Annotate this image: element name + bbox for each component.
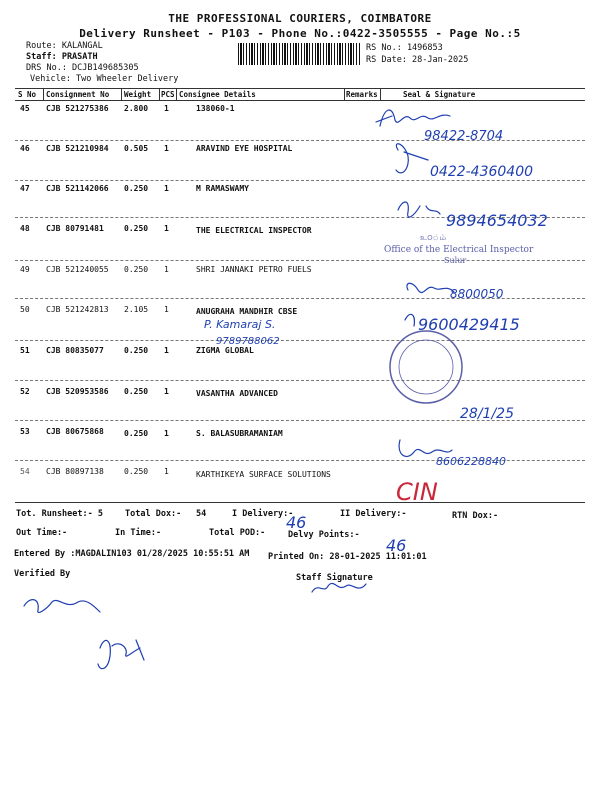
- rs-date: RS Date: 28-Jan-2025: [366, 55, 469, 65]
- barcode: [238, 43, 360, 65]
- consignee-cell: ARAVIND EYE HOSPITAL: [196, 144, 293, 153]
- signature-mark: [407, 283, 454, 292]
- pcs-cell: 1: [164, 265, 169, 274]
- consignment-cell: CJB 521242813: [46, 305, 109, 314]
- signature-mark: [398, 202, 440, 217]
- verified-signature: [98, 640, 144, 669]
- pcs-cell: 1: [164, 224, 169, 233]
- stamp-text: உଠ்ம்: [420, 233, 447, 242]
- printed-on: Printed On: 28-01-2025 11:01:01: [268, 552, 427, 562]
- hw-signature-text: 8800050: [450, 287, 504, 301]
- signature-mark: [380, 110, 450, 126]
- weight-cell: 0.250: [124, 184, 149, 193]
- total-pod-label: Total POD:-: [209, 528, 266, 538]
- sno-cell: 53: [20, 427, 30, 436]
- hw-phone: 9789788062: [216, 336, 280, 347]
- sno-cell: 51: [20, 346, 30, 355]
- consignment-cell: CJB 80675868: [46, 427, 104, 436]
- weight-cell: 2.800: [124, 104, 149, 113]
- hw-delivery-points: 46: [386, 536, 407, 555]
- pcs-cell: 1: [164, 467, 169, 476]
- total-dox-label: Total Dox:-: [125, 509, 182, 519]
- hw-name: P. Kamaraj S.: [204, 318, 276, 331]
- sno-cell: 45: [20, 104, 30, 113]
- weight-cell: 0.250: [124, 346, 149, 355]
- pcs-cell: 1: [164, 346, 169, 355]
- consignee-cell: THE ELECTRICAL INSPECTOR: [196, 226, 312, 235]
- sno-cell: 46: [20, 144, 30, 153]
- col-header: S No: [18, 90, 37, 99]
- pcs-cell: 1: [164, 184, 169, 193]
- pcs-cell: 1: [164, 429, 169, 438]
- weight-cell: 0.250: [124, 467, 149, 476]
- drs-no: DRS No.: DCJB149685305: [26, 63, 139, 73]
- sno-cell: 48: [20, 224, 30, 233]
- signature-mark: [376, 116, 392, 122]
- weight-cell: 0.250: [124, 429, 149, 438]
- ii-delivery-label: II Delivery:-: [340, 509, 407, 519]
- consignee-cell: KARTHIKEYA SURFACE SOLUTIONS: [196, 470, 331, 479]
- staff-label: Staff: PRASATH: [26, 52, 98, 62]
- sno-cell: 52: [20, 387, 30, 396]
- col-header: PCS: [161, 90, 175, 99]
- verified-by-label: Verified By: [14, 569, 71, 579]
- consignee-cell: 138060-1: [196, 104, 235, 113]
- hw-date: 28/1/25: [460, 406, 514, 422]
- hw-phone: 9894654032: [446, 211, 548, 230]
- consignment-cell: CJB 520953586: [46, 387, 109, 396]
- weight-cell: 0.250: [124, 387, 149, 396]
- out-time-label: Out Time:-: [16, 528, 68, 538]
- delvy-points-label: Delvy Points:-: [288, 530, 360, 540]
- company-title: THE PROFESSIONAL COURIERS, COIMBATORE: [168, 12, 432, 25]
- verified-signature: [24, 600, 100, 613]
- weight-cell: 0.505: [124, 144, 149, 153]
- consignment-cell: CJB 521275386: [46, 104, 109, 113]
- stamp-circle: [390, 331, 462, 403]
- stamp-text: Sulur: [444, 256, 467, 265]
- col-header: Consignee Details: [179, 90, 256, 99]
- in-time-label: In Time:-: [115, 528, 162, 538]
- hw-phone: 0422-4360400: [430, 164, 534, 180]
- col-header: Seal & Signature: [403, 90, 476, 99]
- staff-signature-label: Staff Signature: [296, 573, 373, 583]
- vehicle-label: Vehicle: Two Wheeler Delivery: [30, 74, 179, 84]
- staff-signature-mark: [312, 583, 366, 592]
- signature-mark: [396, 144, 428, 173]
- col-header: Consignment No: [46, 90, 110, 99]
- rtn-dox-label: RTN Dox:-: [452, 511, 499, 521]
- consignee-cell: VASANTHA ADVANCED: [196, 389, 278, 398]
- tot-runsheet: Tot. Runsheet:- 5: [16, 509, 103, 519]
- consignment-cell: CJB 521142066: [46, 184, 109, 193]
- consignment-cell: CJB 80791481: [46, 224, 104, 233]
- weight-cell: 2.105: [124, 305, 149, 314]
- route-label: Route: KALANGAL: [26, 41, 103, 51]
- hw-phone: 8606228840: [436, 455, 506, 468]
- sno-cell: 50: [20, 305, 30, 314]
- i-delivery-label: I Delivery:-: [232, 509, 294, 519]
- hw-phone: 98422-8704: [424, 129, 504, 144]
- runsheet-title: Delivery Runsheet - P103 - Phone No.:0422-3505555 - Page No.:5: [79, 27, 521, 40]
- sno-cell: 54: [20, 467, 30, 476]
- stamp-text: Office of the Electrical Inspector: [384, 245, 534, 255]
- signature-mark: [399, 440, 452, 456]
- hw-phone: 9600429415: [418, 315, 520, 334]
- pcs-cell: 1: [164, 144, 169, 153]
- sno-cell: 47: [20, 184, 30, 193]
- sno-cell: 49: [20, 265, 30, 274]
- consignee-cell: ZIGMA GLOBAL: [196, 346, 254, 355]
- consignee-cell: S. BALASUBRAMANIAM: [196, 429, 283, 438]
- pcs-cell: 1: [164, 104, 169, 113]
- total-dox-value: 54: [196, 509, 207, 519]
- entered-by: Entered By :MAGDALIN103 01/28/2025 10:55:51 AM: [14, 549, 250, 559]
- pcs-cell: 1: [164, 305, 169, 314]
- stamp-inner-circle: [399, 340, 453, 394]
- col-header: Remarks: [346, 90, 378, 99]
- weight-cell: 0.250: [124, 265, 149, 274]
- consignment-cell: CJB 521240055: [46, 265, 109, 274]
- consignee-cell: SHRI JANNAKI PETRO FUELS: [196, 265, 312, 274]
- consignment-cell: CJB 521210984: [46, 144, 109, 153]
- signature-mark: [405, 314, 414, 326]
- consignee-cell: ANUGRAHA MANDHIR CBSE: [196, 307, 298, 316]
- weight-cell: 0.250: [124, 224, 149, 233]
- consignment-cell: CJB 80835077: [46, 346, 104, 355]
- hw-cin: CIN: [396, 478, 438, 506]
- col-header: Weight: [124, 90, 152, 99]
- rs-no: RS No.: 1496853: [366, 43, 443, 53]
- consignee-cell: M RAMASWAMY: [196, 184, 249, 193]
- consignment-cell: CJB 80897138: [46, 467, 104, 476]
- pcs-cell: 1: [164, 387, 169, 396]
- hw-delivered: 46: [286, 513, 307, 532]
